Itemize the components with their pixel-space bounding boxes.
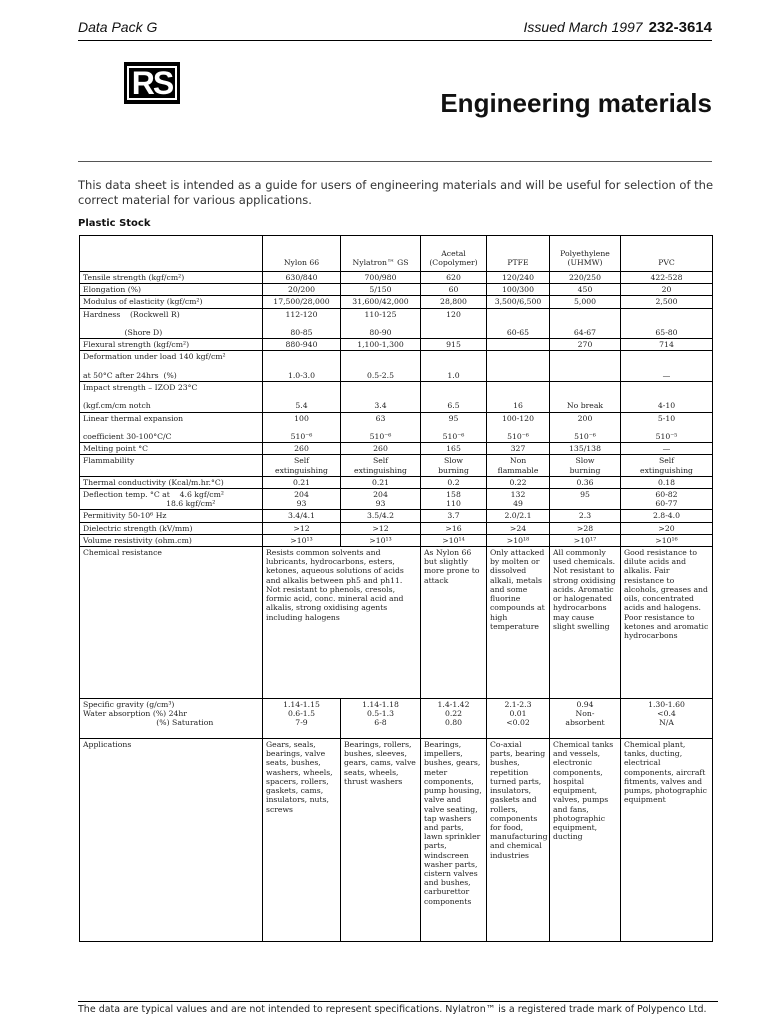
table-cell: Slow burning <box>421 455 487 476</box>
table-cell: 100-120 510⁻⁶ <box>487 412 550 443</box>
table-cell: 158 110 <box>421 489 487 510</box>
row-label: Flammability <box>80 455 263 476</box>
table-cell: 120 <box>421 308 487 339</box>
row-label: Volume resistivity (ohm.cm) <box>80 534 263 546</box>
table-cell: 3,500/6,500 <box>487 296 550 308</box>
row-label: Chemical resistance <box>80 547 263 699</box>
table-cell: 2.1-2.3 0.01 <0.02 <box>487 699 550 739</box>
table-cell: 135/138 <box>550 443 621 455</box>
table-cell: 95 510⁻⁶ <box>421 412 487 443</box>
row-label: Melting point °C <box>80 443 263 455</box>
row-label: Flexural strength (kgf/cm²) <box>80 339 263 351</box>
issue-info <box>524 19 712 36</box>
table-cell: 0.5-2.5 <box>341 351 421 382</box>
table-cell: 1,100-1,300 <box>341 339 421 351</box>
table-cell <box>487 339 550 351</box>
table-cell: 120/240 <box>487 272 550 284</box>
table-cell: 0.18 <box>621 476 713 488</box>
table-cell: Co-axial parts, bearing bushes, repetition turned parts, insulators, gaskets and rollers, components for food, manufacturing and chemical industries <box>487 739 550 942</box>
column-header: Acetal (Copolymer) <box>421 236 487 272</box>
table-cell: Self extinguishing <box>341 455 421 476</box>
footer-note: The data are typical values and are not intended to represent specifications. Nylatron™ is a registered trade mark of Polypenco Ltd. <box>78 1001 718 1015</box>
row-label: Impact strength – IZOD 23°C (kgf.cm/cm notch <box>80 382 263 413</box>
row-label: Hardness (Rockwell R) (Shore D) <box>80 308 263 339</box>
table-cell: 915 <box>421 339 487 351</box>
table-cell: 17,500/28,000 <box>263 296 341 308</box>
row-label: Permitivity 50-10⁶ Hz <box>80 510 263 522</box>
table-cell: 60-65 <box>487 308 550 339</box>
table-cell: — <box>621 443 713 455</box>
table-row <box>80 510 713 522</box>
table-row <box>80 382 713 413</box>
table-cell: 714 <box>621 339 713 351</box>
table-cell: Self extinguishing <box>621 455 713 476</box>
table-cell: 450 <box>550 284 621 296</box>
table-cell: Gears, seals, bearings, valve seats, bushes, washers, wheels, spacers, rollers, gaskets, cams, insulators, nuts, screws <box>263 739 341 942</box>
table-row <box>80 489 713 510</box>
table-row <box>80 339 713 351</box>
table-cell: 220/250 <box>550 272 621 284</box>
table-row <box>80 351 713 382</box>
row-label: Modulus of elasticity (kgf/cm²) <box>80 296 263 308</box>
materials-table <box>79 235 713 942</box>
table-cell <box>487 351 550 382</box>
table-body <box>80 272 713 942</box>
table-cell: 1.0 <box>421 351 487 382</box>
table-cell: 1.14-1.15 0.6-1.5 7-9 <box>263 699 341 739</box>
table-cell: 60-82 60-77 <box>621 489 713 510</box>
table-cell: 3.4 <box>341 382 421 413</box>
table-cell: 270 <box>550 339 621 351</box>
table-cell: >10¹³ <box>263 534 341 546</box>
table-cell: 1.14-1.18 0.5-1.3 6-8 <box>341 699 421 739</box>
table-cell: 5,000 <box>550 296 621 308</box>
table-row <box>80 443 713 455</box>
table-cell: 327 <box>487 443 550 455</box>
table-cell: 880-940 <box>263 339 341 351</box>
gravity-row <box>80 699 713 739</box>
row-label: Dielectric strength (kV/mm) <box>80 522 263 534</box>
table-cell: Bearings, impellers, bushes, gears, meter components, pump housing, valve and valve seating, tap washers and parts, lawn sprinkler parts, windscreen washer parts, cistern valves and bushes, carburettor components <box>421 739 487 942</box>
applications-row <box>80 739 713 942</box>
table-cell: 2.8-4.0 <box>621 510 713 522</box>
row-label: Deflection temp. °C at 4.6 kgf/cm² 18.6 kgf/cm² <box>80 489 263 510</box>
table-cell: Non flammable <box>487 455 550 476</box>
page-header <box>78 18 712 41</box>
table-cell: 2.3 <box>550 510 621 522</box>
table-cell: — <box>621 351 713 382</box>
table-cell: >10¹⁸ <box>487 534 550 546</box>
table-cell: 1.30-1.60 <0.4 N/A <box>621 699 713 739</box>
table-cell: 5-10 510⁻⁵ <box>621 412 713 443</box>
table-cell: 6.5 <box>421 382 487 413</box>
issued-date: Issued March 1997 <box>523 19 643 35</box>
row-label: Tensile strength (kgf/cm²) <box>80 272 263 284</box>
row-label: Specific gravity (g/cm³) Water absorption (%) 24hr (%) Saturation <box>80 699 263 739</box>
table-row <box>80 308 713 339</box>
table-cell: 31,600/42,000 <box>341 296 421 308</box>
section-heading: Plastic Stock <box>78 218 151 229</box>
table-cell: Self extinguishing <box>263 455 341 476</box>
table-cell: 630/840 <box>263 272 341 284</box>
row-label: Elongation (%) <box>80 284 263 296</box>
column-header: PTFE <box>487 236 550 272</box>
row-label: Applications <box>80 739 263 942</box>
table-cell: 204 93 <box>263 489 341 510</box>
table-cell: >12 <box>263 522 341 534</box>
header-blank <box>80 236 263 272</box>
table-header-row <box>80 236 713 272</box>
table-cell: 5.4 <box>263 382 341 413</box>
intro-paragraph: This data sheet is intended as a guide for users of engineering materials and will be useful for selection of the correct material for various applications. <box>78 178 714 207</box>
rs-logo <box>124 62 180 104</box>
table-cell: 200 510⁻⁶ <box>550 412 621 443</box>
table-cell: Slow burning <box>550 455 621 476</box>
table-cell: 204 93 <box>341 489 421 510</box>
table-cell <box>550 351 621 382</box>
table-cell: Bearings, rollers, bushes, sleeves, gears, cams, valve seats, wheels, thrust washers <box>341 739 421 942</box>
table-cell: 0.21 <box>263 476 341 488</box>
table-cell: >12 <box>341 522 421 534</box>
table-cell: >24 <box>487 522 550 534</box>
table-cell: 0.36 <box>550 476 621 488</box>
chemical-ptfe: Only attacked by molten or dissolved alkali, metals and some fluorine compounds at high temperature <box>487 547 550 699</box>
column-header: Nylatron™ GS <box>341 236 421 272</box>
row-label: Thermal conductivity (Kcal/m.hr.°C) <box>80 476 263 488</box>
table-cell: Chemical tanks and vessels, electronic components, hospital equipment, valves, pumps and fans, photographic equipment, ducting <box>550 739 621 942</box>
table-cell: 65-80 <box>621 308 713 339</box>
table-cell: 132 49 <box>487 489 550 510</box>
chemical-nylon: Resists common solvents and lubricants, hydrocarbons, esters, ketones, aqueous solutions of acids and alkalis between ph5 and ph11. Not resistant to phenols, cresols, formic acid, conc. mineral acid and alkalis, strong oxidising agents including halogens <box>263 547 421 699</box>
table-cell: 16 <box>487 382 550 413</box>
table-cell: 165 <box>421 443 487 455</box>
table-cell: 5/150 <box>341 284 421 296</box>
table-cell: 3.5/4.2 <box>341 510 421 522</box>
table-cell: Chemical plant, tanks, ducting, electrical components, aircraft fitments, valves and pumps, photographic equipment <box>621 739 713 942</box>
table-cell: 0.21 <box>341 476 421 488</box>
table-cell: >10¹⁶ <box>621 534 713 546</box>
table-row <box>80 284 713 296</box>
divider <box>78 161 712 162</box>
table-cell: 60 <box>421 284 487 296</box>
table-cell: 110-125 80-90 <box>341 308 421 339</box>
column-header: PVC <box>621 236 713 272</box>
table-cell: 620 <box>421 272 487 284</box>
table-cell: 0.94 Non- absorbent <box>550 699 621 739</box>
table-cell: 100/300 <box>487 284 550 296</box>
column-header: Polyethylene (UHMW) <box>550 236 621 272</box>
table-cell: 0.22 <box>487 476 550 488</box>
table-cell: >20 <box>621 522 713 534</box>
table-cell: 20 <box>621 284 713 296</box>
table-cell: 422-528 <box>621 272 713 284</box>
table-cell: >10¹³ <box>341 534 421 546</box>
table-cell: >16 <box>421 522 487 534</box>
chemical-row <box>80 547 713 699</box>
table-row <box>80 534 713 546</box>
table-cell: 2.0/2.1 <box>487 510 550 522</box>
data-pack-label: Data Pack G <box>78 19 158 35</box>
table-cell: 28,800 <box>421 296 487 308</box>
table-cell: 3.4/4.1 <box>263 510 341 522</box>
table-cell: 63 510⁻⁶ <box>341 412 421 443</box>
column-header: Nylon 66 <box>263 236 341 272</box>
table-cell: >10¹⁴ <box>421 534 487 546</box>
table-cell: 95 <box>550 489 621 510</box>
table-cell: 0.2 <box>421 476 487 488</box>
table-cell: 260 <box>341 443 421 455</box>
table-row <box>80 412 713 443</box>
stock-code: 232-3614 <box>648 19 712 36</box>
table-cell: 1.4-1.42 0.22 0.80 <box>421 699 487 739</box>
table-cell: 100 510⁻⁶ <box>263 412 341 443</box>
table-row <box>80 296 713 308</box>
chemical-pvc: Good resistance to dilute acids and alkalis. Fair resistance to alcohols, greases and oils, concentrated acids and halogens. Poor resistance to ketones and aromatic hydrocarbons <box>621 547 713 699</box>
chemical-acetal: As Nylon 66 but slightly more prone to attack <box>421 547 487 699</box>
table-row <box>80 455 713 476</box>
table-cell: 20/200 <box>263 284 341 296</box>
table-cell: No break <box>550 382 621 413</box>
table-cell: 3.7 <box>421 510 487 522</box>
chemical-pe: All commonly used chemicals. Not resistant to strong oxidising acids. Aromatic or halogenated hydrocarbons may cause slight swelling <box>550 547 621 699</box>
table-cell: 2,500 <box>621 296 713 308</box>
table-row <box>80 476 713 488</box>
table-cell: 4-10 <box>621 382 713 413</box>
table-cell: 700/980 <box>341 272 421 284</box>
table-row <box>80 522 713 534</box>
page-title: Engineering materials <box>440 88 712 118</box>
table-cell: 64-67 <box>550 308 621 339</box>
table-cell: >28 <box>550 522 621 534</box>
rs-logo-text: RS <box>127 66 177 100</box>
table-cell: 260 <box>263 443 341 455</box>
row-label: Linear thermal expansion coefficient 30-100°C/C <box>80 412 263 443</box>
row-label: Deformation under load 140 kgf/cm² at 50°C after 24hrs (%) <box>80 351 263 382</box>
table-cell: >10¹⁷ <box>550 534 621 546</box>
table-cell: 1.0-3.0 <box>263 351 341 382</box>
table-cell: 112-120 80-85 <box>263 308 341 339</box>
table-row <box>80 272 713 284</box>
